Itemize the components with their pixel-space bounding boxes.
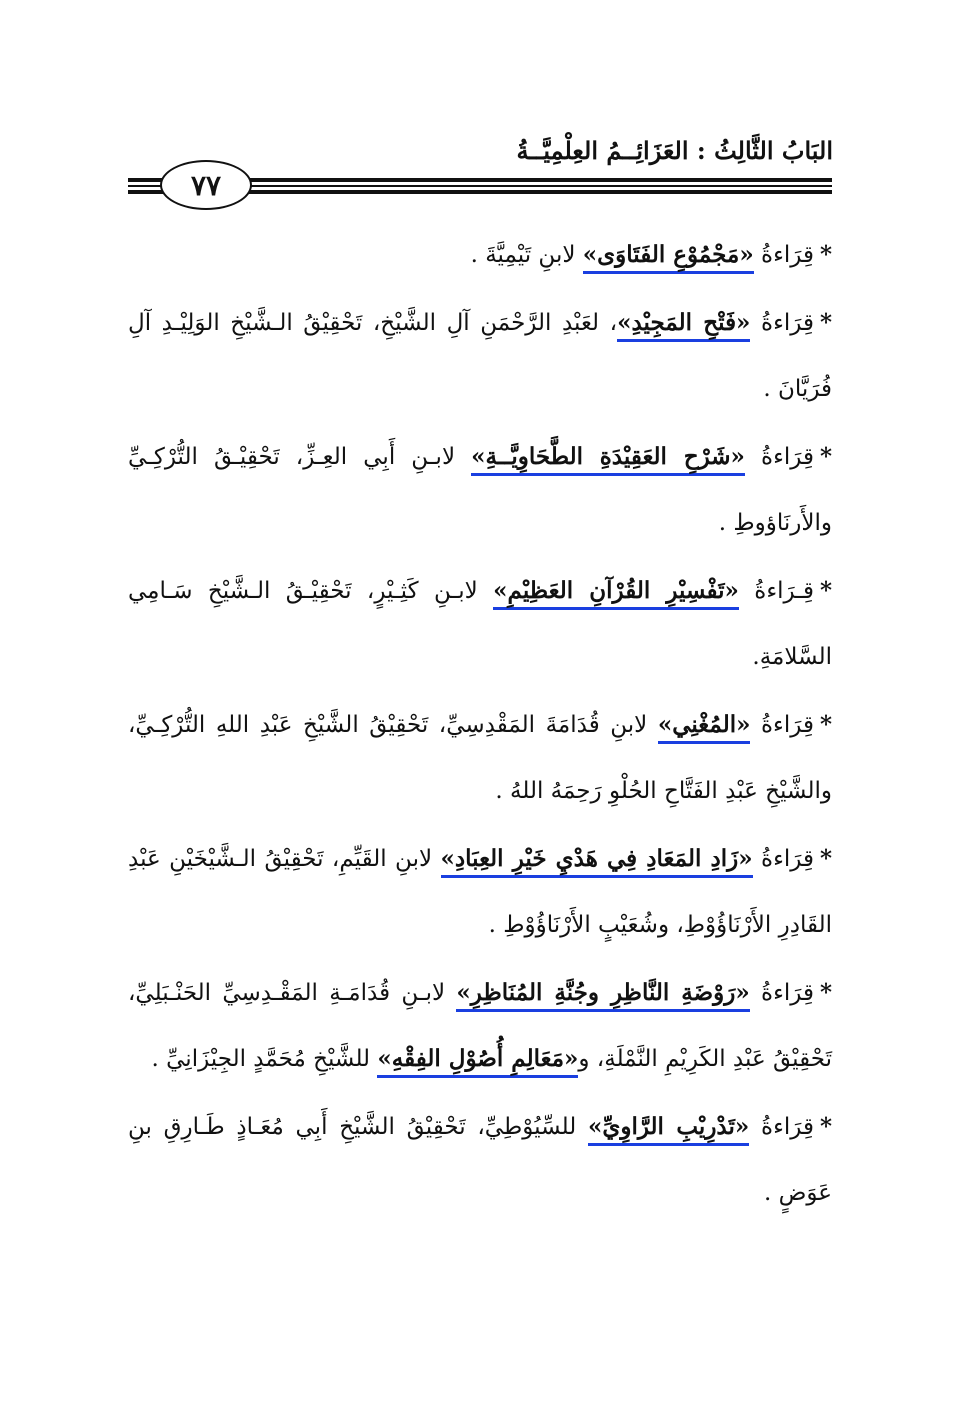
book-title: «مَعَالِمِ أُصُوْلِ الفِقْهِ» xyxy=(377,1045,578,1078)
entry-prefix: قِرَاءةُ xyxy=(744,444,814,470)
list-item xyxy=(128,290,832,422)
list-item xyxy=(128,960,832,1092)
book-title: «فَتْحِ المَجِيْدِ» xyxy=(617,309,750,342)
entry-prefix: قِرَاءةُ xyxy=(750,712,814,738)
page-number: ٧٧ xyxy=(190,168,222,202)
entry-text: لابنِ القَيِّمِ، تَحْقِيْقُ الـشَّيْخَيْنِ عَبْدِ القَادِرِ الأَرْنَاؤُوْطِ، وشُعَيْبٍ الأَرْنَاؤُوْطِ . xyxy=(128,846,832,938)
book-title: «تَدْرِيْبِ الرَّاوِيِّ» xyxy=(588,1113,749,1146)
entry-text: لابـنِ قُدَامَـةِ المَقْـدِسِيِّ الحَنْـبَلِيِّ، تَحْقِيْقُ عَبْدِ الكَرِيْمِ النَّمْلَةِ، و xyxy=(128,980,832,1072)
list-item xyxy=(128,826,832,958)
entry-prefix: قِـرَاءةُ xyxy=(738,578,814,604)
book-title: «شَرْحِ العَقِيْدَةِ الطَّحَاوِيَّــةِ» xyxy=(471,443,745,476)
book-title: «رَوْضَةِ النَّاظِرِ وجُنَّةِ المُنَاظِرِ» xyxy=(456,979,749,1012)
book-title: «تَفْسِيْرِ القُرْآنِ العَظِيْمِ» xyxy=(493,577,739,610)
book-title: «المُغْنِي» xyxy=(658,711,751,744)
book-title: «مَجْمُوْعِ الفَتَاوَى» xyxy=(583,241,754,274)
bullet-star-icon: * xyxy=(819,577,832,604)
list-item xyxy=(128,558,832,690)
entry-text: لابـنِ أَبِي العِـزِّ، تَحْقِيْـقُ التُّرْكِـيِّ والأَرنَاؤوطِ . xyxy=(128,444,832,536)
bullet-star-icon: * xyxy=(819,443,832,470)
page-number-badge xyxy=(160,160,252,210)
entry-prefix: قِرَاءةُ xyxy=(749,980,814,1006)
list-item xyxy=(128,1094,832,1226)
entry-prefix: قِرَاءةُ xyxy=(753,242,814,268)
chapter-title: البَابُ الثَّالِثُ : العَزَائِــمُ العِلْمِيَّــةُ xyxy=(516,136,833,165)
bullet-star-icon: * xyxy=(819,1113,832,1140)
entry-prefix: قِرَاءةُ xyxy=(750,310,814,336)
entry-text: للسِّيُوْطِيِّ، تَحْقِيْقُ الشَّيْخِ أَبِي مُعَـاذٍ طَـارِقِ بنِ عَوَضٍ . xyxy=(128,1114,832,1206)
bullet-star-icon: * xyxy=(819,309,832,336)
list-item xyxy=(128,222,832,288)
entry-text: لابنِ تَيْمِيَّةَ . xyxy=(470,242,583,268)
entry-text: لابـنِ كَثِـيْرٍ، تَحْقِيْـقُ الـشَّيْخِ سَـامِي السَّلامَةِ. xyxy=(128,578,832,670)
entry-text: ، لعَبْدِ الرَّحْمَنِ آلِ الشَّيْخِ، تَحْقِيْقُ الـشَّيْخِ الوَلِيْـدِ آلِ فُرَيَّانَ . xyxy=(128,310,832,402)
bullet-star-icon: * xyxy=(819,241,832,268)
entry-prefix: قِرَاءةُ xyxy=(749,1114,814,1140)
bullet-star-icon: * xyxy=(819,845,832,872)
list-item xyxy=(128,424,832,556)
entry-text: للشَّيْخِ مُحَمَّدٍ الجِيْزَانِيِّ . xyxy=(151,1046,378,1072)
bullet-star-icon: * xyxy=(819,979,832,1006)
bullet-star-icon: * xyxy=(819,711,832,738)
list-item xyxy=(128,692,832,824)
book-title: «زَادِ المَعَادِ فِي هَدْيِ خَيْرِ العِبَادِ» xyxy=(441,845,753,878)
entry-prefix: قِرَاءةُ xyxy=(752,846,814,872)
page-body xyxy=(128,222,832,1228)
entry-text: لابنِ قُدَامَةَ المَقْدِسِيِّ، تَحْقِيْقُ الشَّيْخِ عَبْدِ اللهِ التُّرْكِـيِّ، والشَّيْخِ عَبْدِ الفَتَّاحِ الحُلْوِ رَحِمَهُ اللهُ . xyxy=(128,712,832,804)
